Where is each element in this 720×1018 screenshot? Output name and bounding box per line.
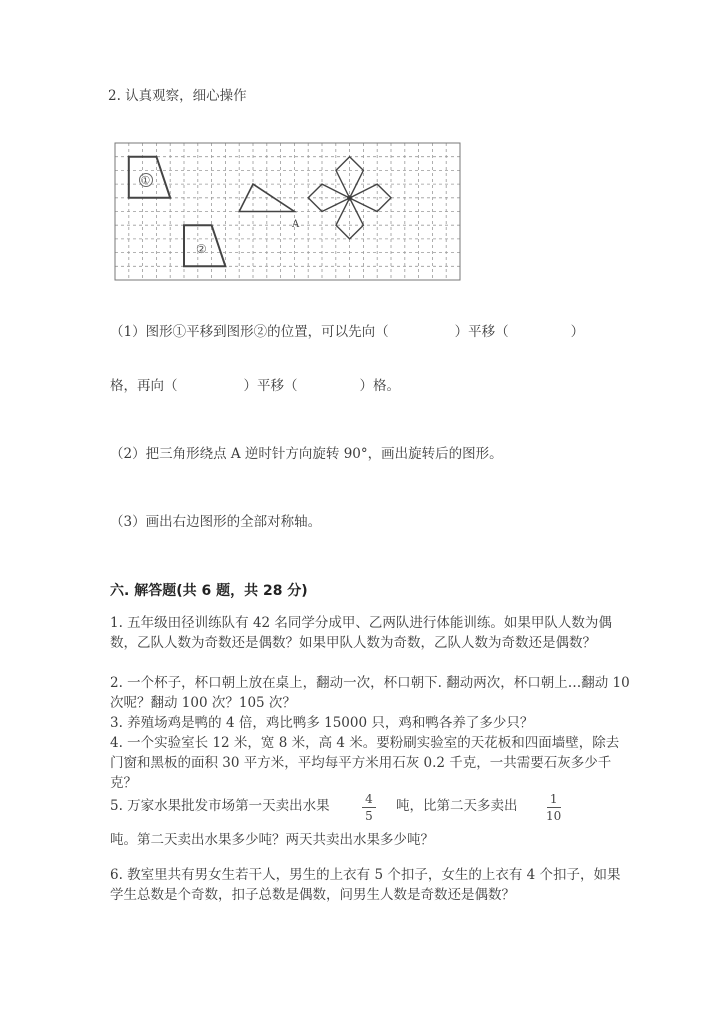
shape-1-label: ① bbox=[140, 174, 151, 187]
sub-question-2: （2）把三角形绕点 A 逆时针方向旋转 90°，画出旋转后的图形。 bbox=[110, 446, 503, 462]
point-a-label: A bbox=[292, 219, 300, 230]
fraction-four-fifths: 4 5 bbox=[362, 792, 376, 823]
question-2: 2. 一个杯子，杯口朝上放在桌上，翻动一次，杯口朝下. 翻动两次，杯口朝上…翻动 10 次呢？翻动 100 次？105 次？ bbox=[110, 675, 630, 711]
section-heading: 六. 解答题(共 6 题，共 28 分) bbox=[110, 583, 308, 599]
sub-question-1-line2: 格，再向（ ）平移（ ）格。 bbox=[110, 378, 400, 394]
question-1: 1. 五年级田径训练队有 42 名同学分成甲、乙两队进行体能训练。如果甲队人数为偶数，乙队人数为奇数还是偶数？如果甲队人数为奇数，乙队人数为奇数还是偶数？ bbox=[110, 615, 612, 651]
shape-2-label: ② bbox=[196, 242, 207, 256]
question-title: 2. 认真观察，细心操作 bbox=[108, 88, 247, 104]
question-5-line1: 5. 万家水果批发市场第一天卖出水果 bbox=[110, 798, 330, 814]
question-4: 4. 一个实验室长 12 米，宽 8 米，高 4 米。要粉刷实验室的天花板和四面墙壁，除去门窗和黑板的面积 30 平方米，平均每平方米用石灰 0.2 千克，一共需要石灰多少千克？ bbox=[110, 735, 620, 791]
question-6: 6. 教室里共有男女生若干人，男生的上衣有 5 个扣子，女生的上衣有 4 个扣子，如果学生总数是个奇数，扣子总数是偶数，问男生人数是奇数还是偶数？ bbox=[110, 867, 621, 903]
sub-question-1-line1: （1）图形①平移到图形②的位置，可以先向（ ）平移（ ） bbox=[110, 324, 585, 340]
question-5-line2: 吨。第二天卖出水果多少吨？两天共卖出水果多少吨？ bbox=[110, 832, 434, 848]
question-3: 3. 养殖场鸡是鸭的 4 倍，鸡比鸭多 15000 只，鸡和鸭各养了多少只？ bbox=[110, 715, 534, 731]
fraction-one-tenth: 1 10 bbox=[546, 792, 562, 823]
sub-question-3: （3）画出右边图形的全部对称轴。 bbox=[110, 514, 322, 530]
question-5-mid: 吨，比第二天多卖出 bbox=[396, 798, 518, 814]
grid-figure bbox=[110, 136, 470, 286]
